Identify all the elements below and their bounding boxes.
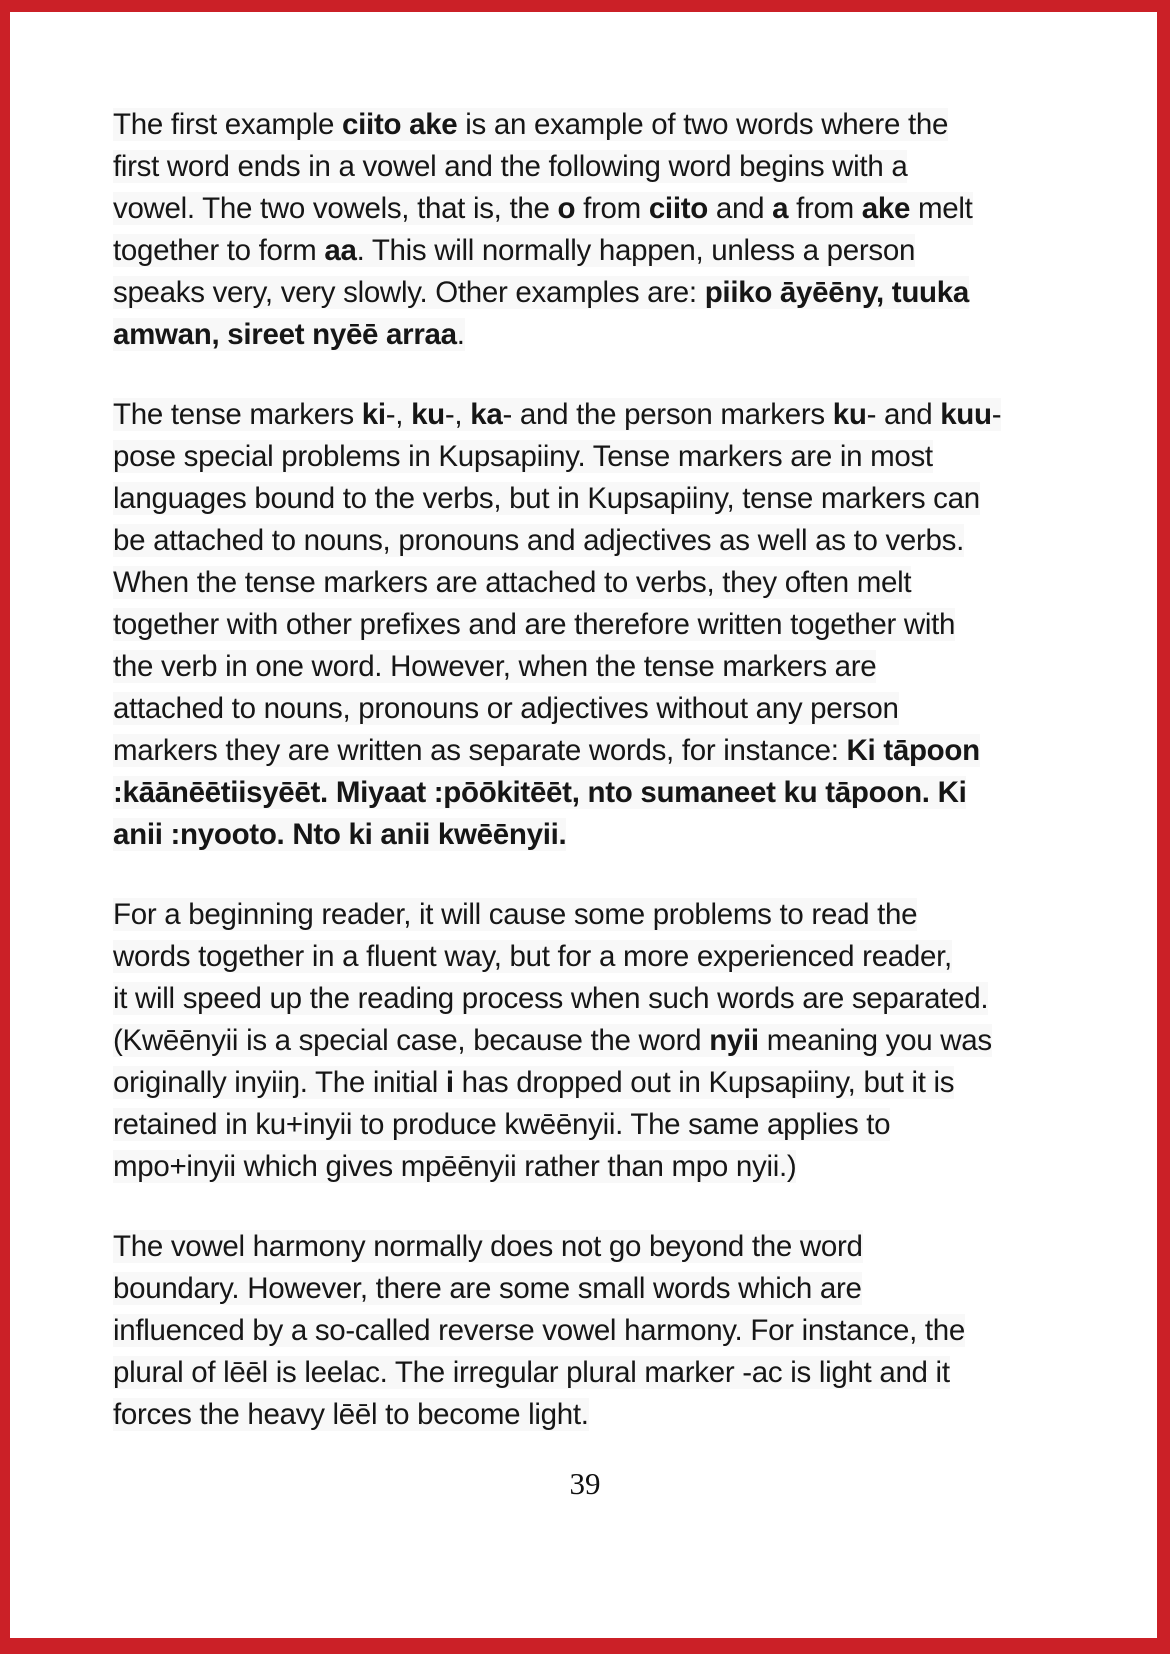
text-line: When the tense markers are attached to verbs, they often melt xyxy=(113,566,912,599)
scan-edge-left xyxy=(0,0,10,1654)
text-line: The vowel harmony normally does not go beyond the word xyxy=(113,1230,863,1263)
text-line: forces the heavy lēēl to become light. xyxy=(113,1398,589,1431)
page-number: 39 xyxy=(569,1466,601,1501)
text-line: retained in ku+inyii to produce kwēēnyii. The same applies to xyxy=(113,1108,891,1141)
text-line: amwan, sireet nyēē arraa. xyxy=(113,318,465,351)
text-line: be attached to nouns, pronouns and adjectives as well as to verbs. xyxy=(113,524,964,557)
text-line: languages bound to the verbs, but in Kupsapiiny, tense markers can xyxy=(113,482,980,515)
text-line: the verb in one word. However, when the tense markers are xyxy=(113,650,877,683)
text-line: mpo+inyii which gives mpēēnyii rather than mpo nyii.) xyxy=(113,1150,797,1183)
text-line: together with other prefixes and are therefore written together with xyxy=(113,608,956,641)
text-line: originally inyiiŋ. The initial i has dropped out in Kupsapiiny, but it is xyxy=(113,1066,955,1099)
paragraph xyxy=(113,894,1103,1188)
text-line: :kāānēētiisyēēt. Miyaat :pōōkitēēt, nto sumaneet ku tāpoon. Ki xyxy=(113,776,967,809)
text-line: first word ends in a vowel and the following word begins with a xyxy=(113,150,908,183)
text-line: anii :nyooto. Nto ki anii kwēēnyii. xyxy=(113,818,567,851)
text-block xyxy=(113,104,1103,1436)
text-line: it will speed up the reading process when such words are separated. xyxy=(113,982,989,1015)
text-line: For a beginning reader, it will cause some problems to read the xyxy=(113,898,918,931)
text-line: boundary. However, there are some small words which are xyxy=(113,1272,862,1305)
scan-edge-top xyxy=(0,0,1170,12)
text-line: The first example ciito ake is an example of two words where the xyxy=(113,108,949,141)
paragraph xyxy=(113,394,1103,856)
paragraph xyxy=(113,104,1103,356)
text-line: (Kwēēnyii is a special case, because the word nyii meaning you was xyxy=(113,1024,992,1057)
paragraph xyxy=(113,1226,1103,1436)
text-line: The tense markers ki-, ku-, ka- and the person markers ku- and kuu- xyxy=(113,398,1002,431)
text-line: markers they are written as separate words, for instance: Ki tāpoon xyxy=(113,734,980,767)
scan-edge-bottom xyxy=(0,1638,1170,1654)
text-line: vowel. The two vowels, that is, the o from ciito and a from ake melt xyxy=(113,192,973,225)
text-line: attached to nouns, pronouns or adjectives without any person xyxy=(113,692,899,725)
scan-edge-right xyxy=(1157,0,1170,1654)
text-line: pose special problems in Kupsapiiny. Tense markers are in most xyxy=(113,440,933,473)
text-line: speaks very, very slowly. Other examples are: piiko āyēēny, tuuka xyxy=(113,276,969,309)
text-line: influenced by a so-called reverse vowel harmony. For instance, the xyxy=(113,1314,965,1347)
text-line: plural of lēēl is leelac. The irregular plural marker -ac is light and it xyxy=(113,1356,950,1389)
text-line: together to form aa. This will normally happen, unless a person xyxy=(113,234,916,267)
text-line: words together in a fluent way, but for a more experienced reader, xyxy=(113,940,952,973)
